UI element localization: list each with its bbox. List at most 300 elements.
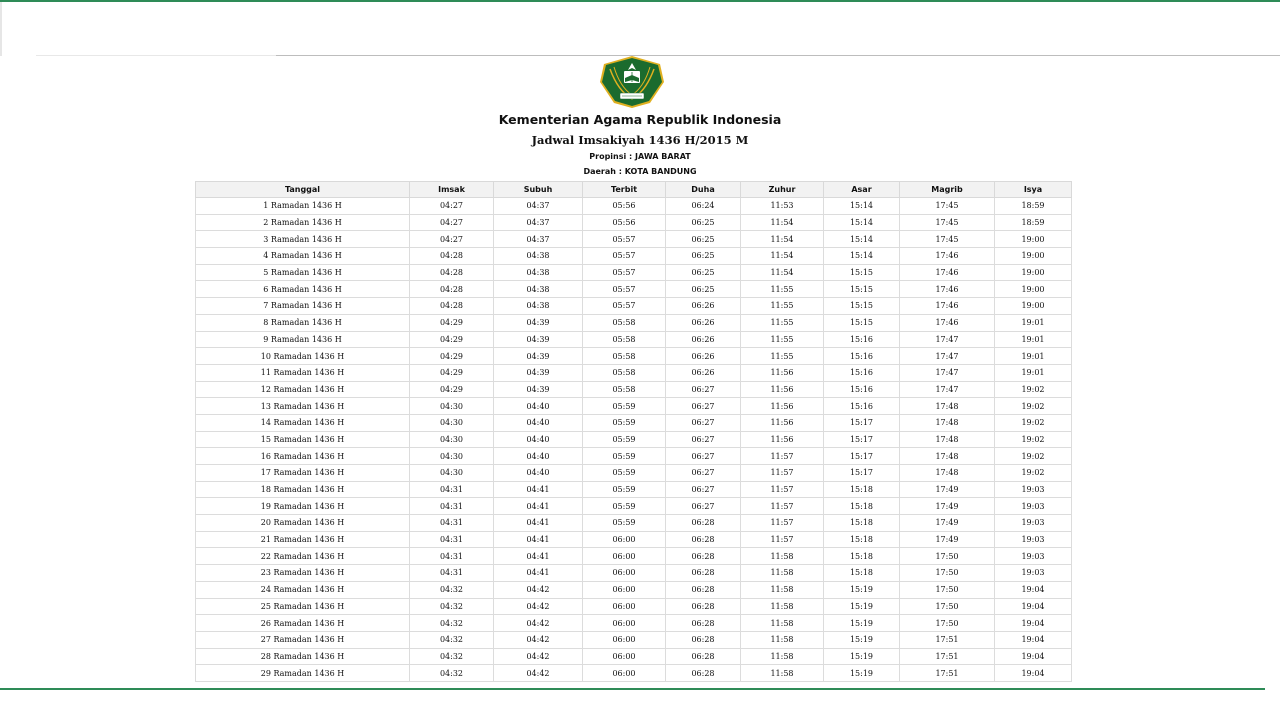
table-cell-tanggal: 29 Ramadan 1436 H	[196, 665, 410, 682]
table-cell-zuhur: 11:57	[741, 465, 824, 482]
table-cell-zuhur: 11:54	[741, 214, 824, 231]
table-cell-imsak: 04:32	[410, 648, 494, 665]
ministry-logo-icon	[598, 55, 666, 109]
table-cell-duha: 06:27	[666, 481, 741, 498]
table-cell-tanggal: 23 Ramadan 1436 H	[196, 565, 410, 582]
table-cell-asar: 15:18	[824, 548, 900, 565]
table-cell-terbit: 05:59	[583, 515, 666, 532]
table-cell-isya: 19:03	[995, 515, 1072, 532]
table-cell-asar: 15:15	[824, 264, 900, 281]
table-cell-duha: 06:27	[666, 465, 741, 482]
table-cell-imsak: 04:32	[410, 665, 494, 682]
table-cell-terbit: 05:58	[583, 364, 666, 381]
table-cell-terbit: 05:58	[583, 314, 666, 331]
column-header-terbit: Terbit	[583, 182, 666, 198]
table-cell-asar: 15:18	[824, 481, 900, 498]
table-row	[196, 281, 1072, 298]
table-cell-magrib: 17:48	[900, 431, 995, 448]
table-cell-isya: 19:02	[995, 414, 1072, 431]
table-cell-duha: 06:25	[666, 248, 741, 265]
browser-tab-edge	[0, 2, 36, 56]
table-cell-duha: 06:26	[666, 331, 741, 348]
table-cell-subuh: 04:42	[494, 648, 583, 665]
table-cell-terbit: 05:59	[583, 481, 666, 498]
table-cell-subuh: 04:41	[494, 498, 583, 515]
table-cell-asar: 15:15	[824, 314, 900, 331]
table-cell-magrib: 17:48	[900, 414, 995, 431]
table-cell-terbit: 06:00	[583, 548, 666, 565]
table-cell-terbit: 05:59	[583, 414, 666, 431]
imsakiyah-table	[195, 181, 1072, 682]
table-row	[196, 515, 1072, 532]
table-cell-terbit: 05:57	[583, 231, 666, 248]
table-cell-imsak: 04:30	[410, 398, 494, 415]
table-cell-duha: 06:28	[666, 631, 741, 648]
table-cell-subuh: 04:37	[494, 214, 583, 231]
table-cell-asar: 15:17	[824, 465, 900, 482]
table-cell-terbit: 05:58	[583, 348, 666, 365]
table-cell-magrib: 17:46	[900, 298, 995, 315]
table-cell-tanggal: 7 Ramadan 1436 H	[196, 298, 410, 315]
table-row	[196, 498, 1072, 515]
table-cell-subuh: 04:39	[494, 314, 583, 331]
table-cell-subuh: 04:42	[494, 598, 583, 615]
table-cell-subuh: 04:40	[494, 398, 583, 415]
table-cell-tanggal: 18 Ramadan 1436 H	[196, 481, 410, 498]
table-cell-magrib: 17:50	[900, 581, 995, 598]
column-header-isya: Isya	[995, 182, 1072, 198]
table-cell-imsak: 04:29	[410, 364, 494, 381]
table-cell-terbit: 05:57	[583, 248, 666, 265]
table-row	[196, 581, 1072, 598]
table-cell-terbit: 05:56	[583, 214, 666, 231]
table-cell-isya: 19:03	[995, 498, 1072, 515]
table-cell-asar: 15:18	[824, 515, 900, 532]
table-cell-subuh: 04:37	[494, 231, 583, 248]
table-cell-tanggal: 19 Ramadan 1436 H	[196, 498, 410, 515]
column-header-subuh: Subuh	[494, 182, 583, 198]
table-cell-imsak: 04:32	[410, 615, 494, 632]
table-cell-magrib: 17:46	[900, 248, 995, 265]
table-row	[196, 448, 1072, 465]
table-cell-imsak: 04:29	[410, 331, 494, 348]
region-label: Daerah : KOTA BANDUNG	[583, 167, 697, 176]
table-row	[196, 331, 1072, 348]
table-cell-terbit: 06:00	[583, 615, 666, 632]
table-cell-tanggal: 4 Ramadan 1436 H	[196, 248, 410, 265]
table-cell-magrib: 17:45	[900, 214, 995, 231]
table-row	[196, 565, 1072, 582]
table-cell-subuh: 04:41	[494, 548, 583, 565]
table-cell-duha: 06:26	[666, 364, 741, 381]
table-row	[196, 231, 1072, 248]
table-cell-magrib: 17:49	[900, 515, 995, 532]
table-cell-zuhur: 11:55	[741, 348, 824, 365]
table-cell-isya: 19:03	[995, 531, 1072, 548]
table-row	[196, 264, 1072, 281]
table-cell-zuhur: 11:58	[741, 631, 824, 648]
table-cell-imsak: 04:27	[410, 214, 494, 231]
table-cell-zuhur: 11:58	[741, 598, 824, 615]
schedule-title: Jadwal Imsakiyah 1436 H/2015 M	[531, 133, 749, 147]
table-cell-asar: 15:19	[824, 648, 900, 665]
table-cell-terbit: 06:00	[583, 565, 666, 582]
table-cell-isya: 18:59	[995, 198, 1072, 215]
table-cell-asar: 15:16	[824, 364, 900, 381]
table-cell-imsak: 04:31	[410, 565, 494, 582]
table-cell-tanggal: 20 Ramadan 1436 H	[196, 515, 410, 532]
table-row	[196, 314, 1072, 331]
table-cell-terbit: 05:59	[583, 448, 666, 465]
table-cell-duha: 06:28	[666, 515, 741, 532]
table-cell-imsak: 04:31	[410, 548, 494, 565]
table-cell-magrib: 17:45	[900, 231, 995, 248]
table-cell-tanggal: 16 Ramadan 1436 H	[196, 448, 410, 465]
table-row	[196, 465, 1072, 482]
table-cell-zuhur: 11:54	[741, 248, 824, 265]
table-cell-subuh: 04:41	[494, 565, 583, 582]
table-row	[196, 481, 1072, 498]
table-row	[196, 381, 1072, 398]
table-row	[196, 598, 1072, 615]
table-cell-zuhur: 11:57	[741, 515, 824, 532]
table-cell-zuhur: 11:58	[741, 665, 824, 682]
table-cell-magrib: 17:46	[900, 314, 995, 331]
table-cell-subuh: 04:39	[494, 331, 583, 348]
column-header-asar: Asar	[824, 182, 900, 198]
table-cell-terbit: 05:58	[583, 331, 666, 348]
table-row	[196, 398, 1072, 415]
table-cell-subuh: 04:37	[494, 198, 583, 215]
table-cell-isya: 19:00	[995, 264, 1072, 281]
column-header-zuhur: Zuhur	[741, 182, 824, 198]
table-cell-duha: 06:25	[666, 214, 741, 231]
table-cell-imsak: 04:30	[410, 414, 494, 431]
table-cell-isya: 19:02	[995, 398, 1072, 415]
table-cell-tanggal: 12 Ramadan 1436 H	[196, 381, 410, 398]
table-cell-subuh: 04:40	[494, 414, 583, 431]
table-cell-asar: 15:14	[824, 198, 900, 215]
table-cell-imsak: 04:29	[410, 381, 494, 398]
table-cell-magrib: 17:50	[900, 548, 995, 565]
table-cell-isya: 19:02	[995, 465, 1072, 482]
table-cell-imsak: 04:31	[410, 531, 494, 548]
table-cell-subuh: 04:42	[494, 581, 583, 598]
table-cell-tanggal: 11 Ramadan 1436 H	[196, 364, 410, 381]
table-cell-isya: 19:04	[995, 648, 1072, 665]
table-cell-asar: 15:15	[824, 298, 900, 315]
table-cell-terbit: 06:00	[583, 598, 666, 615]
top-divider-left	[36, 55, 276, 56]
table-cell-tanggal: 2 Ramadan 1436 H	[196, 214, 410, 231]
table-cell-isya: 19:00	[995, 248, 1072, 265]
table-cell-terbit: 06:00	[583, 631, 666, 648]
table-cell-magrib: 17:49	[900, 531, 995, 548]
table-cell-zuhur: 11:56	[741, 431, 824, 448]
table-cell-subuh: 04:42	[494, 615, 583, 632]
table-cell-magrib: 17:48	[900, 465, 995, 482]
table-cell-tanggal: 17 Ramadan 1436 H	[196, 465, 410, 482]
table-cell-duha: 06:26	[666, 314, 741, 331]
table-cell-imsak: 04:30	[410, 431, 494, 448]
table-row	[196, 431, 1072, 448]
table-row	[196, 631, 1072, 648]
table-cell-zuhur: 11:58	[741, 615, 824, 632]
table-cell-subuh: 04:39	[494, 348, 583, 365]
table-cell-subuh: 04:40	[494, 465, 583, 482]
table-cell-duha: 06:28	[666, 665, 741, 682]
table-cell-tanggal: 1 Ramadan 1436 H	[196, 198, 410, 215]
table-cell-zuhur: 11:58	[741, 565, 824, 582]
table-cell-duha: 06:27	[666, 431, 741, 448]
table-cell-isya: 19:03	[995, 481, 1072, 498]
table-cell-magrib: 17:47	[900, 381, 995, 398]
table-cell-asar: 15:19	[824, 581, 900, 598]
table-row	[196, 248, 1072, 265]
table-cell-terbit: 06:00	[583, 665, 666, 682]
table-cell-tanggal: 25 Ramadan 1436 H	[196, 598, 410, 615]
table-cell-tanggal: 5 Ramadan 1436 H	[196, 264, 410, 281]
table-cell-magrib: 17:48	[900, 448, 995, 465]
table-cell-isya: 18:59	[995, 214, 1072, 231]
table-cell-zuhur: 11:55	[741, 331, 824, 348]
table-row	[196, 298, 1072, 315]
table-cell-zuhur: 11:55	[741, 281, 824, 298]
table-cell-imsak: 04:27	[410, 198, 494, 215]
table-cell-asar: 15:16	[824, 331, 900, 348]
table-cell-subuh: 04:41	[494, 531, 583, 548]
table-cell-isya: 19:00	[995, 281, 1072, 298]
column-header-imsak: Imsak	[410, 182, 494, 198]
table-cell-asar: 15:15	[824, 281, 900, 298]
table-cell-subuh: 04:38	[494, 298, 583, 315]
table-cell-magrib: 17:46	[900, 281, 995, 298]
table-cell-asar: 15:19	[824, 631, 900, 648]
table-cell-isya: 19:04	[995, 665, 1072, 682]
table-cell-imsak: 04:28	[410, 281, 494, 298]
table-cell-terbit: 05:59	[583, 465, 666, 482]
table-cell-isya: 19:01	[995, 314, 1072, 331]
table-cell-isya: 19:01	[995, 364, 1072, 381]
table-cell-asar: 15:19	[824, 665, 900, 682]
table-cell-zuhur: 11:54	[741, 231, 824, 248]
table-cell-imsak: 04:28	[410, 248, 494, 265]
table-cell-imsak: 04:31	[410, 498, 494, 515]
table-cell-duha: 06:27	[666, 398, 741, 415]
table-cell-magrib: 17:47	[900, 364, 995, 381]
table-cell-asar: 15:17	[824, 431, 900, 448]
table-cell-duha: 06:28	[666, 648, 741, 665]
table-cell-zuhur: 11:57	[741, 481, 824, 498]
table-cell-asar: 15:14	[824, 214, 900, 231]
table-cell-imsak: 04:32	[410, 581, 494, 598]
table-cell-tanggal: 9 Ramadan 1436 H	[196, 331, 410, 348]
table-cell-asar: 15:17	[824, 448, 900, 465]
table-cell-isya: 19:00	[995, 231, 1072, 248]
table-row	[196, 214, 1072, 231]
table-cell-isya: 19:03	[995, 565, 1072, 582]
table-cell-asar: 15:18	[824, 531, 900, 548]
table-cell-subuh: 04:39	[494, 364, 583, 381]
column-header-duha: Duha	[666, 182, 741, 198]
table-cell-zuhur: 11:55	[741, 314, 824, 331]
table-cell-duha: 06:26	[666, 348, 741, 365]
table-cell-duha: 06:27	[666, 448, 741, 465]
table-cell-zuhur: 11:58	[741, 581, 824, 598]
province-label: Propinsi : JAWA BARAT	[589, 152, 691, 161]
table-cell-asar: 15:17	[824, 414, 900, 431]
table-cell-isya: 19:04	[995, 598, 1072, 615]
table-cell-imsak: 04:31	[410, 515, 494, 532]
table-cell-duha: 06:27	[666, 381, 741, 398]
table-cell-duha: 06:26	[666, 298, 741, 315]
table-cell-tanggal: 8 Ramadan 1436 H	[196, 314, 410, 331]
table-cell-terbit: 06:00	[583, 581, 666, 598]
table-cell-terbit: 05:59	[583, 498, 666, 515]
table-cell-zuhur: 11:56	[741, 381, 824, 398]
table-cell-duha: 06:28	[666, 615, 741, 632]
table-cell-tanggal: 3 Ramadan 1436 H	[196, 231, 410, 248]
table-cell-terbit: 05:57	[583, 281, 666, 298]
table-cell-terbit: 06:00	[583, 531, 666, 548]
table-cell-duha: 06:25	[666, 231, 741, 248]
table-cell-isya: 19:02	[995, 431, 1072, 448]
table-cell-asar: 15:14	[824, 231, 900, 248]
table-cell-duha: 06:28	[666, 581, 741, 598]
table-cell-imsak: 04:32	[410, 631, 494, 648]
top-accent-bar	[0, 0, 1280, 2]
table-cell-terbit: 06:00	[583, 648, 666, 665]
table-cell-magrib: 17:49	[900, 481, 995, 498]
table-cell-tanggal: 24 Ramadan 1436 H	[196, 581, 410, 598]
table-cell-isya: 19:03	[995, 548, 1072, 565]
table-cell-duha: 06:28	[666, 531, 741, 548]
table-row	[196, 548, 1072, 565]
table-cell-zuhur: 11:57	[741, 498, 824, 515]
table-cell-tanggal: 6 Ramadan 1436 H	[196, 281, 410, 298]
table-cell-isya: 19:02	[995, 448, 1072, 465]
table-cell-zuhur: 11:53	[741, 198, 824, 215]
table-cell-duha: 06:25	[666, 281, 741, 298]
table-cell-duha: 06:28	[666, 548, 741, 565]
table-row	[196, 364, 1072, 381]
table-cell-magrib: 17:50	[900, 598, 995, 615]
table-cell-terbit: 05:57	[583, 264, 666, 281]
table-cell-isya: 19:04	[995, 581, 1072, 598]
table-cell-subuh: 04:38	[494, 248, 583, 265]
table-cell-subuh: 04:38	[494, 264, 583, 281]
table-cell-magrib: 17:46	[900, 264, 995, 281]
table-cell-tanggal: 14 Ramadan 1436 H	[196, 414, 410, 431]
table-cell-zuhur: 11:56	[741, 364, 824, 381]
table-cell-magrib: 17:50	[900, 615, 995, 632]
table-cell-isya: 19:00	[995, 298, 1072, 315]
table-cell-imsak: 04:30	[410, 448, 494, 465]
table-cell-tanggal: 26 Ramadan 1436 H	[196, 615, 410, 632]
table-cell-subuh: 04:38	[494, 281, 583, 298]
column-header-magrib: Magrib	[900, 182, 995, 198]
table-cell-subuh: 04:39	[494, 381, 583, 398]
table-cell-subuh: 04:42	[494, 665, 583, 682]
table-cell-terbit: 05:59	[583, 431, 666, 448]
table-cell-imsak: 04:31	[410, 481, 494, 498]
table-row	[196, 348, 1072, 365]
table-cell-duha: 06:28	[666, 598, 741, 615]
table-cell-magrib: 17:48	[900, 398, 995, 415]
table-cell-subuh: 04:41	[494, 515, 583, 532]
top-divider	[276, 55, 1280, 56]
table-cell-isya: 19:04	[995, 631, 1072, 648]
table-cell-magrib: 17:49	[900, 498, 995, 515]
table-cell-zuhur: 11:57	[741, 531, 824, 548]
table-row	[196, 648, 1072, 665]
table-cell-tanggal: 15 Ramadan 1436 H	[196, 431, 410, 448]
table-cell-subuh: 04:42	[494, 631, 583, 648]
table-cell-magrib: 17:45	[900, 198, 995, 215]
table-cell-magrib: 17:47	[900, 348, 995, 365]
table-cell-subuh: 04:40	[494, 448, 583, 465]
table-row	[196, 615, 1072, 632]
table-cell-asar: 15:18	[824, 565, 900, 582]
table-cell-subuh: 04:41	[494, 481, 583, 498]
table-cell-terbit: 05:59	[583, 398, 666, 415]
column-header-tanggal: Tanggal	[196, 182, 410, 198]
table-cell-duha: 06:27	[666, 414, 741, 431]
table-cell-magrib: 17:51	[900, 631, 995, 648]
table-cell-zuhur: 11:58	[741, 648, 824, 665]
table-cell-tanggal: 13 Ramadan 1436 H	[196, 398, 410, 415]
table-cell-subuh: 04:40	[494, 431, 583, 448]
table-cell-imsak: 04:27	[410, 231, 494, 248]
table-cell-imsak: 04:29	[410, 314, 494, 331]
table-cell-tanggal: 22 Ramadan 1436 H	[196, 548, 410, 565]
table-cell-zuhur: 11:56	[741, 414, 824, 431]
table-cell-terbit: 05:57	[583, 298, 666, 315]
table-cell-terbit: 05:56	[583, 198, 666, 215]
table-cell-isya: 19:01	[995, 348, 1072, 365]
ministry-title: Kementerian Agama Republik Indonesia	[498, 112, 782, 127]
table-cell-imsak: 04:28	[410, 264, 494, 281]
table-cell-asar: 15:19	[824, 615, 900, 632]
table-cell-imsak: 04:32	[410, 598, 494, 615]
bottom-accent-bar	[0, 688, 1265, 690]
table-cell-tanggal: 28 Ramadan 1436 H	[196, 648, 410, 665]
table-cell-magrib: 17:51	[900, 648, 995, 665]
table-cell-asar: 15:14	[824, 248, 900, 265]
table-cell-isya: 19:01	[995, 331, 1072, 348]
table-cell-zuhur: 11:58	[741, 548, 824, 565]
table-cell-zuhur: 11:54	[741, 264, 824, 281]
table-cell-asar: 15:16	[824, 398, 900, 415]
table-cell-duha: 06:25	[666, 264, 741, 281]
table-cell-imsak: 04:28	[410, 298, 494, 315]
table-cell-zuhur: 11:56	[741, 398, 824, 415]
table-cell-tanggal: 10 Ramadan 1436 H	[196, 348, 410, 365]
table-cell-asar: 15:16	[824, 348, 900, 365]
table-cell-duha: 06:24	[666, 198, 741, 215]
table-cell-magrib: 17:47	[900, 331, 995, 348]
table-cell-duha: 06:27	[666, 498, 741, 515]
table-cell-asar: 15:18	[824, 498, 900, 515]
table-row	[196, 531, 1072, 548]
table-cell-duha: 06:28	[666, 565, 741, 582]
table-cell-magrib: 17:50	[900, 565, 995, 582]
table-cell-isya: 19:04	[995, 615, 1072, 632]
table-cell-imsak: 04:30	[410, 465, 494, 482]
table-cell-asar: 15:16	[824, 381, 900, 398]
table-row	[196, 198, 1072, 215]
table-cell-imsak: 04:29	[410, 348, 494, 365]
